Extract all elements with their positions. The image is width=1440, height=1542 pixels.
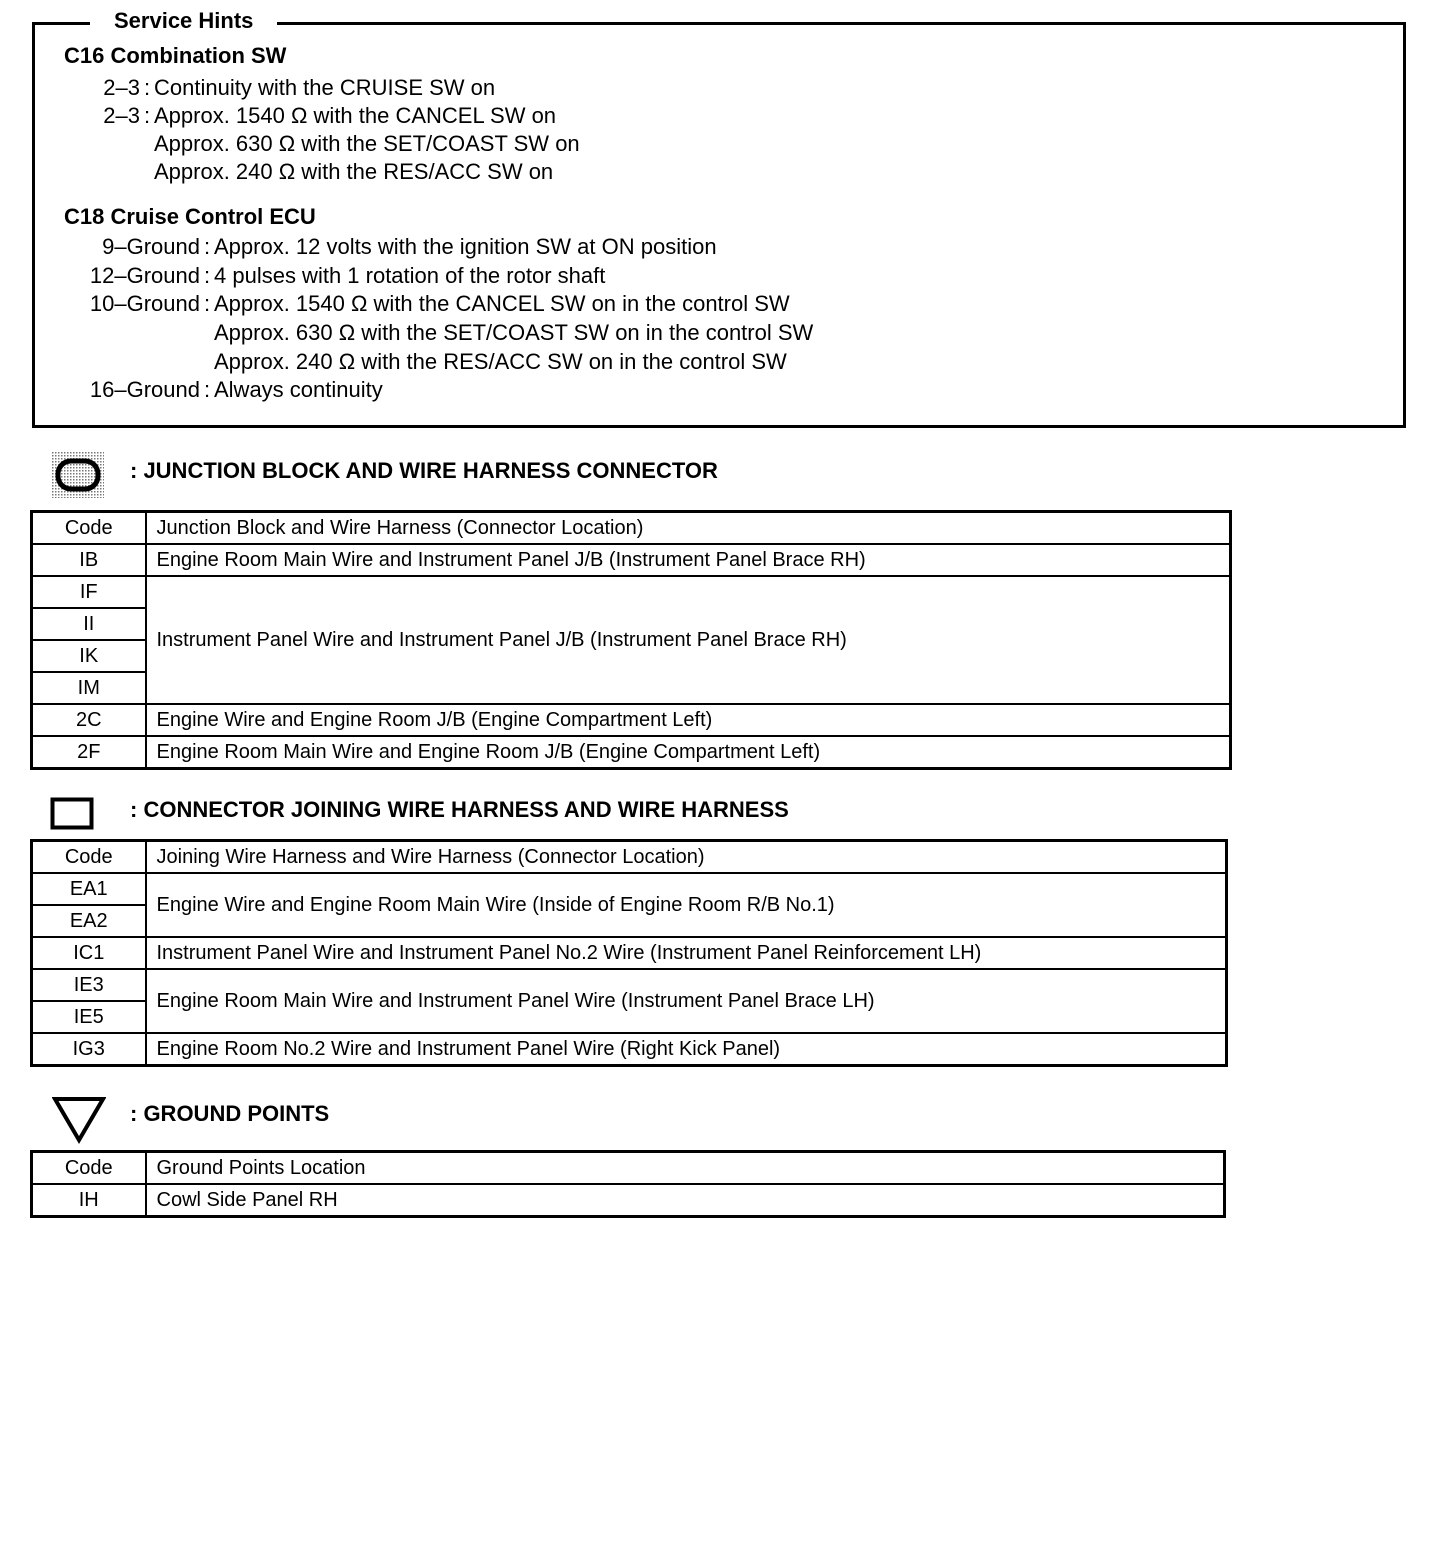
code-cell: IM [32,672,146,704]
junction-oval-icon [52,452,104,498]
table-row [32,1033,1227,1066]
desc-header: Joining Wire Harness and Wire Harness (Connector Location) [146,841,1227,874]
code-cell: EA2 [32,905,146,937]
service-hints-title: Service Hints [90,6,277,36]
c18-line: 12–Ground : 4 pulses with 1 rotation of the rotor shaft [89,263,606,288]
c16-line: Approx. 630 Ω with the SET/COAST SW on [154,131,580,156]
c18-line: 9–Ground : Approx. 12 volts with the ignition SW at ON position [102,234,717,259]
junction-table [30,510,1232,770]
c18-line: 16–Ground : Always continuity [89,377,383,402]
table-row [32,873,1227,905]
c16-line: 2–3 : Continuity with the CRUISE SW on [103,75,496,100]
desc-cell: Instrument Panel Wire and Instrument Panel No.2 Wire (Instrument Panel Reinforcement LH) [146,937,1227,969]
c16-line: 2–3 : Approx. 1540 Ω with the CANCEL SW on [103,103,557,128]
c16-heading: C16 Combination SW [64,43,287,68]
table-row [32,969,1227,1001]
joining-table [30,839,1228,1067]
table-row [32,544,1231,576]
code-header: Code [32,1152,146,1185]
desc-cell: Cowl Side Panel RH [146,1184,1225,1217]
table-row [32,937,1227,969]
table-row [32,736,1231,769]
table-row [32,1184,1225,1217]
desc-cell: Engine Wire and Engine Room J/B (Engine Compartment Left) [146,704,1231,736]
c18-line: Approx. 630 Ω with the SET/COAST SW on in the control SW [214,320,814,345]
desc-header: Junction Block and Wire Harness (Connector Location) [146,512,1231,545]
code-header: Code [32,512,146,545]
code-cell: EA1 [32,873,146,905]
desc-cell: Instrument Panel Wire and Instrument Panel J/B (Instrument Panel Brace RH) [146,576,1231,704]
code-cell: IB [32,544,146,576]
table-header-row [32,1152,1225,1185]
ground-triangle-icon [52,1096,106,1144]
code-cell: IK [32,640,146,672]
junction-heading: : JUNCTION BLOCK AND WIRE HARNESS CONNECTOR [130,458,718,483]
table-header-row [32,841,1227,874]
code-cell: IE5 [32,1001,146,1033]
ground-heading: : GROUND POINTS [130,1101,330,1126]
desc-cell: Engine Room Main Wire and Instrument Panel J/B (Instrument Panel Brace RH) [146,544,1231,576]
code-cell: IH [32,1184,146,1217]
c18-line: 10–Ground : Approx. 1540 Ω with the CANCEL SW on in the control SW [89,291,790,316]
c16-line: Approx. 240 Ω with the RES/ACC SW on [154,159,554,184]
c18-heading: C18 Cruise Control ECU [64,204,316,229]
code-header: Code [32,841,146,874]
connector-square-icon [50,797,96,831]
desc-cell: Engine Wire and Engine Room Main Wire (Inside of Engine Room R/B No.1) [146,873,1227,937]
desc-cell: Engine Room Main Wire and Engine Room J/B (Engine Compartment Left) [146,736,1231,769]
code-cell: IC1 [32,937,146,969]
desc-cell: Engine Room Main Wire and Instrument Panel Wire (Instrument Panel Brace LH) [146,969,1227,1033]
table-row [32,576,1231,608]
table-row [32,704,1231,736]
table-header-row [32,512,1231,545]
code-cell: IG3 [32,1033,146,1066]
c18-line: Approx. 240 Ω with the RES/ACC SW on in the control SW [214,349,787,374]
code-cell: II [32,608,146,640]
desc-cell: Engine Room No.2 Wire and Instrument Panel Wire (Right Kick Panel) [146,1033,1227,1066]
code-cell: 2C [32,704,146,736]
ground-table [30,1150,1226,1218]
code-cell: IE3 [32,969,146,1001]
joining-heading: : CONNECTOR JOINING WIRE HARNESS AND WIRE HARNESS [130,797,789,822]
code-cell: 2F [32,736,146,769]
desc-header: Ground Points Location [146,1152,1225,1185]
code-cell: IF [32,576,146,608]
